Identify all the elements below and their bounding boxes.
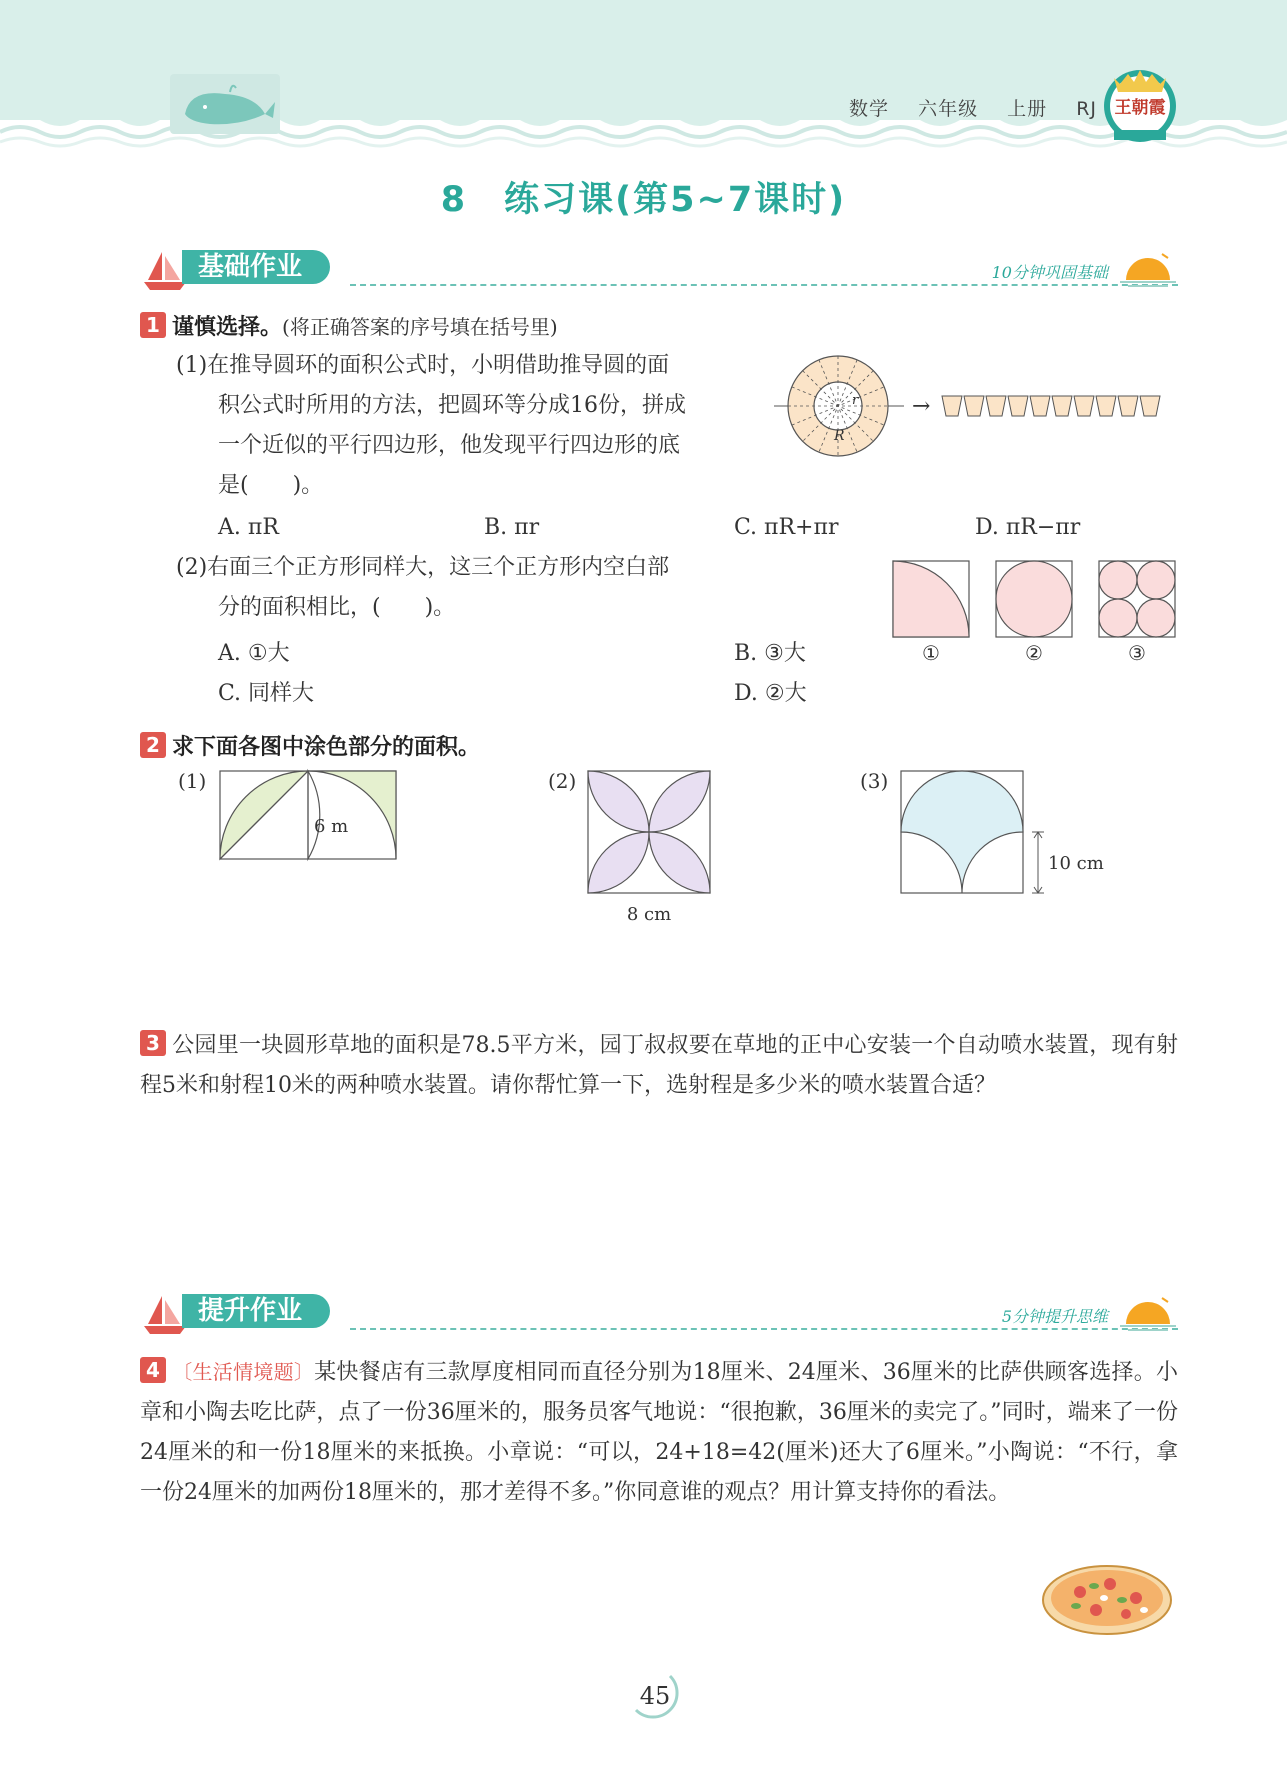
q1-sub2-option-a: A. ①大: [218, 641, 290, 666]
q2-figure-1: [176, 766, 406, 876]
q1-sub1-line: 是( )。: [218, 473, 324, 498]
q1-hint: (将正确答案的序号填在括号里): [282, 315, 558, 339]
fig3-dim: 10 cm: [1048, 853, 1104, 874]
q1-sub1-line: 积公式时所用的方法，把圆环等分成16份，拼成: [218, 393, 686, 418]
fig3-label: (3): [860, 769, 889, 793]
sunset-icon: [1118, 1292, 1178, 1332]
ring-label-R: R: [834, 428, 845, 444]
section-divider: [350, 284, 1178, 286]
ring-label-r: r: [852, 393, 859, 408]
pizza-icon: [1040, 1558, 1174, 1638]
section-advanced-note: 5分钟提升思维: [1001, 1307, 1108, 1326]
section-advanced-header: [140, 1292, 1178, 1336]
sunset-icon: [1118, 248, 1178, 288]
q1-sub2-line: (2)右面三个正方形同样大，这三个正方形内空白部: [176, 555, 670, 580]
q1-sub2-option-c: C. 同样大: [218, 681, 315, 706]
three-squares-figure: [888, 556, 1178, 668]
q1-sub1-line: 一个近似的平行四边形，他发现平行四边形的底: [218, 433, 681, 458]
header-edition: RJ: [1076, 98, 1097, 120]
square-2-label: ②: [1025, 641, 1043, 665]
page-number: 45: [639, 1682, 671, 1710]
q2-figure-3: [860, 766, 1110, 896]
header-subject: 数学: [849, 98, 890, 120]
fig2-dim: 8 cm: [626, 904, 672, 925]
section-basic-label: 基础作业: [182, 250, 330, 284]
q2-title-text: 求下面各图中涂色部分的面积。: [172, 735, 481, 760]
q1-number: 1: [140, 312, 166, 338]
q1-sub2-option-d: D. ②大: [734, 681, 807, 706]
q4-text: [140, 1352, 1178, 1513]
q2-number: 2: [140, 732, 166, 758]
ring-figure: [774, 346, 1174, 466]
q3-body: 公园里一块圆形草地的面积是78.5平方米，园丁叔叔要在草地的正中心安装一个自动喷水装置，现有射程5米和射程10米的两种喷水装置。请你帮忙算一下，选射程是多少米的喷水装置合适？: [140, 1033, 1178, 1098]
q1-sub2-line: 分的面积相比，( )。: [218, 595, 456, 620]
q2-title: [140, 730, 480, 761]
fig2-label: (2): [548, 769, 577, 793]
section-advanced-label: 提升作业: [182, 1294, 330, 1328]
brand-logo: [1100, 58, 1180, 150]
fig1-dim: 6 m: [314, 816, 349, 837]
square-3-label: ③: [1128, 641, 1146, 665]
square-2: [996, 561, 1072, 637]
header-grade: 六年级: [918, 98, 979, 120]
section-divider: [350, 1328, 1178, 1330]
fig1-label: (1): [178, 769, 207, 793]
q4-number: 4: [140, 1357, 166, 1383]
q1-sub2-text: [176, 548, 776, 628]
q1-sub1-option-a: A. πR: [218, 515, 279, 540]
q3-text: [140, 1026, 1178, 1106]
ring-arrow: →: [912, 394, 931, 419]
header-volume: 上册: [1007, 98, 1048, 120]
page-number-badge: [620, 1670, 690, 1720]
section-basic-header: [140, 248, 1178, 292]
q1-sub1-line: (1)在推导圆环的面积公式时，小明借助推导圆的面: [176, 353, 670, 378]
q1-title-text: 谨慎选择。: [172, 315, 283, 340]
q1-sub1-option-c: C. πR+πr: [734, 515, 839, 540]
q1-sub1-option-d: D. πR−πr: [975, 515, 1081, 540]
square-1-label: ①: [922, 641, 940, 665]
q4-tag: 〔生活情境题〕: [172, 1360, 315, 1384]
square-1: [893, 561, 969, 637]
header-meta: [827, 94, 1097, 121]
section-basic-note: 10分钟巩固基础: [991, 263, 1108, 282]
q3-number: 3: [140, 1030, 166, 1056]
brand-name: 王朝霞: [1114, 98, 1166, 118]
q1-sub1-option-b: B. πr: [484, 515, 540, 540]
q2-figure-2: [548, 766, 728, 928]
whale-icon: [170, 74, 280, 134]
square-3: [1099, 561, 1175, 637]
q4-body: 某快餐店有三款厚度相同而直径分别为18厘米、24厘米、36厘米的比萨供顾客选择。小章和小陶去吃比萨，点了一份36厘米的，服务员客气地说：“很抱歉，36厘米的卖完了。”同时，端来了一份24厘米的和一份18厘米的来抵换。小章说：“可以，24+18=42(厘米)还大了6厘米。”小陶说：“不行，拿一份24厘米的加两份18厘米的，那才差得不多。”你同意谁的观点？用计算支持你的看法。: [140, 1360, 1178, 1505]
q1-sub2-option-b: B. ③大: [734, 641, 806, 666]
page-title: 8 练习课(第5~7课时): [440, 180, 847, 220]
q1-sub1-text: [176, 346, 776, 506]
q1-title: [140, 310, 558, 341]
